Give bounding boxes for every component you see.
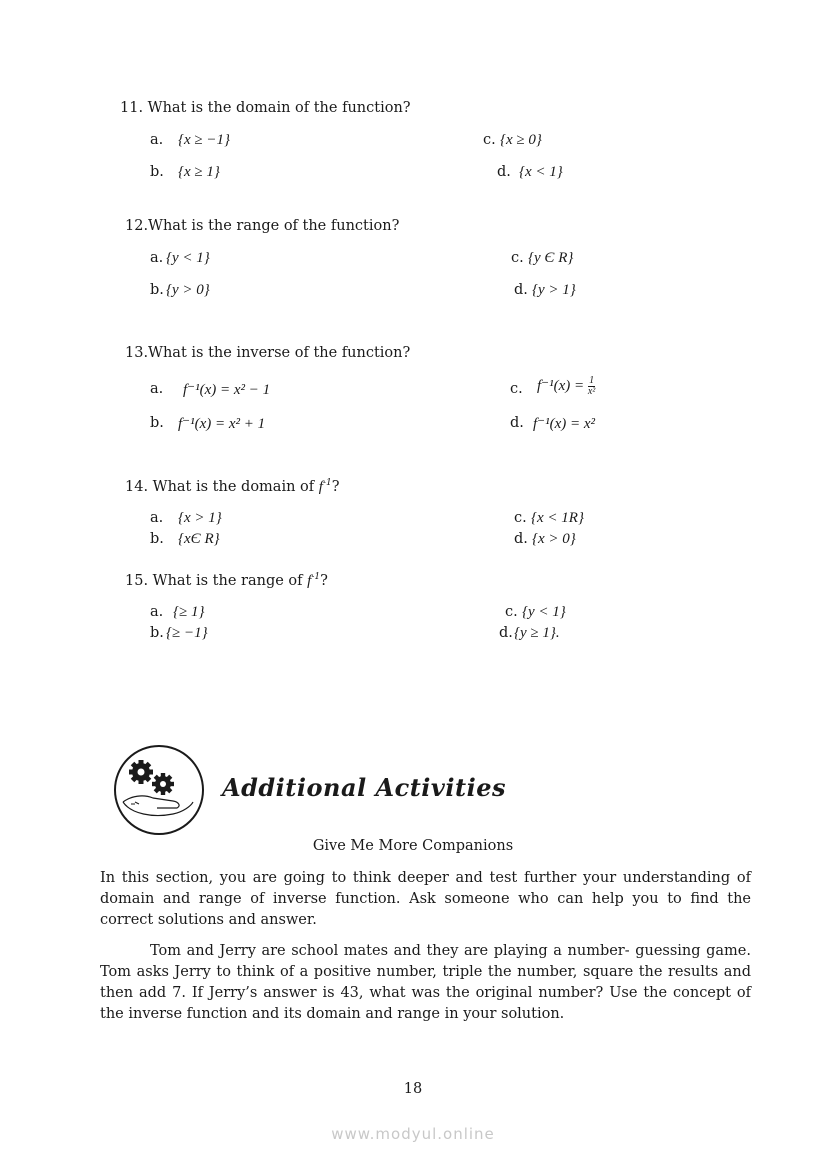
option-11b-label: b. [150, 164, 164, 180]
option-15a: {≥ 1} [173, 604, 205, 620]
option-12d: {y > 1} [532, 282, 576, 298]
option-13c-denominator: x² [587, 386, 596, 398]
option-14c: {x < 1R} [531, 510, 584, 526]
option-11d: {x < 1} [519, 164, 563, 180]
option-11c-label: c. [483, 132, 496, 148]
option-15b: {≥ −1} [166, 625, 208, 641]
question-15-stem-f: f [307, 572, 312, 589]
option-14b: {xЄ R} [178, 531, 220, 547]
option-11c: {x ≥ 0} [500, 132, 542, 148]
option-11a-label: a. [150, 132, 164, 148]
option-11d-label: d. [497, 164, 511, 180]
question-15-stem-superscript: -1 [311, 572, 321, 582]
option-12b-label: b. [150, 282, 164, 298]
option-13a-label: a. [150, 381, 164, 397]
option-11b: {x ≥ 1} [178, 164, 220, 180]
section-title: Additional Activities [222, 773, 506, 802]
question-11-stem: 11. What is the domain of the function? [120, 100, 411, 116]
question-14-stem-text: 14. What is the domain of [125, 478, 315, 495]
option-15c: {y < 1} [522, 604, 566, 620]
paragraph-intro: In this section, you are going to think deeper and test further your understanding of domain and range of inverse function. Ask someone who can help you to find the correct solutions and answer. [100, 870, 751, 928]
option-14b-label: b. [150, 531, 164, 547]
question-13-stem: 13.What is the inverse of the function? [125, 345, 411, 361]
watermark: www.modyul.online [331, 1125, 495, 1143]
paragraph-problem: Tom and Jerry are school mates and they are playing a number- guessing game. Tom asks Jerry to think of a positive number, triple the number, square the results and then add 7. If Jerry’s answer is 43, what was the original number? Use the concept of the inverse function and its domain and range in your solution. [100, 943, 751, 1022]
question-15-stem [125, 572, 328, 590]
option-14d: {x > 0} [532, 531, 576, 547]
page-number: 18 [403, 1081, 423, 1097]
option-13c-fraction [588, 376, 595, 397]
option-12d-label: d. [514, 282, 528, 298]
option-13b-label: b. [150, 415, 164, 431]
option-14a: {x > 1} [178, 510, 222, 526]
option-15b-label: b. [150, 625, 164, 641]
option-14c-label: c. [514, 510, 527, 526]
option-13c-prefix: f⁻¹(x) = [537, 378, 585, 394]
option-15d-label: d. [499, 625, 513, 641]
option-13c [537, 376, 595, 397]
question-14-stem-f: f [318, 478, 323, 495]
option-14a-label: a. [150, 510, 164, 526]
question-14-stem-suffix: ? [331, 478, 340, 495]
gears-on-hand-icon [113, 744, 205, 836]
option-13d: f⁻¹(x) = x² [533, 416, 596, 432]
option-13d-label: d. [510, 415, 524, 431]
option-13c-label: c. [510, 381, 523, 397]
option-15d: {y ≥ 1}. [514, 625, 560, 641]
option-13c-numerator: 1 [589, 375, 595, 387]
question-15-stem-text: 15. What is the range of [125, 572, 303, 589]
question-12-stem: 12.What is the range of the function? [125, 218, 400, 234]
option-12a-label: a. [150, 250, 164, 266]
option-12a: {y < 1} [166, 250, 210, 266]
question-14-stem-superscript: -1 [322, 478, 332, 488]
option-13b: f⁻¹(x) = x² + 1 [178, 416, 266, 432]
option-15c-label: c. [505, 604, 518, 620]
option-12c-label: c. [511, 250, 524, 266]
option-12c: {y Є R} [528, 250, 574, 266]
option-12b: {y > 0} [166, 282, 210, 298]
activity-subtitle: Give Me More Companions [312, 838, 514, 854]
option-14d-label: d. [514, 531, 528, 547]
option-11a: {x ≥ −1} [178, 132, 231, 148]
question-14-stem [125, 478, 339, 496]
option-15a-label: a. [150, 604, 164, 620]
option-13a: f⁻¹(x) = x² − 1 [183, 382, 271, 398]
question-15-stem-suffix: ? [320, 572, 328, 589]
